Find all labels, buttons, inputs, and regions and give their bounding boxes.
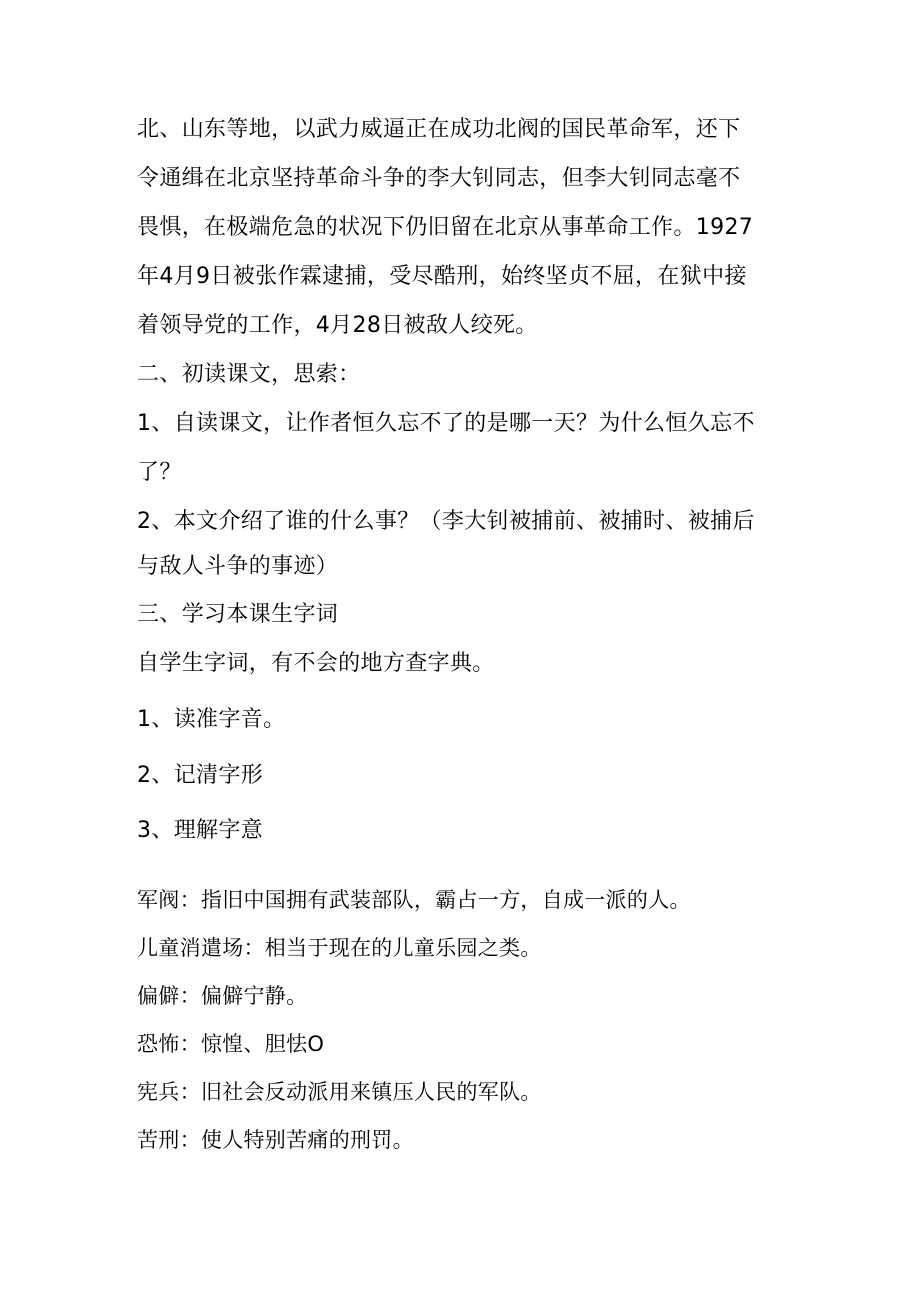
list-item-read-pronunciation: 1、读准字音。 — [137, 707, 286, 732]
glossary-entry-kongbu: 恐怖：惊惶、胆怯O — [137, 1032, 325, 1056]
section2-heading: 二、初读课文，思索： — [137, 362, 361, 387]
paragraph-line-3: 畏惧，在极端危急的状况下仍旧留在北京从事革命工作。1927 — [137, 215, 754, 240]
list-item-understand-meaning: 3、理解字意 — [137, 818, 264, 843]
paragraph-line-1: 北、山东等地，以武力威逼正在成功北阀的国民革命军，还下 — [137, 117, 741, 142]
glossary-entry-junfa: 军阀：指旧中国拥有武装部队，霸占一方，自成一派的人。 — [137, 888, 691, 912]
question-1-line-2: 了？ — [137, 460, 182, 485]
paragraph-line-5: 着领导党的工作，4月28日被敌人绞死。 — [137, 313, 538, 338]
glossary-entry-kuxing: 苦刑：使人特别苦痛的刑罚。 — [137, 1128, 414, 1152]
paragraph-line-4: 年4月9日被张作霖逮捕，受尽酷刑，始终坚贞不屈，在狱中接 — [137, 264, 747, 289]
question-2-line-1: 2、本文介绍了谁的什么事？（李大钊被捕前、被捕时、被捕后 — [137, 509, 755, 534]
paragraph-line-2: 令通缉在北京坚持革命斗争的李大钊同志，但李大钊同志毫不 — [137, 166, 741, 191]
section3-intro: 自学生字词，有不会的地方查字典。 — [137, 651, 495, 676]
list-item-remember-shape: 2、记清字形 — [137, 763, 264, 788]
section3-heading: 三、学习本课生字词 — [137, 602, 339, 627]
question-2-line-2: 与敌人斗争的事迹） — [137, 554, 339, 579]
glossary-entry-ertong: 儿童消遣场：相当于现在的儿童乐园之类。 — [137, 936, 542, 960]
question-1-line-1: 1、自读课文，让作者恒久忘不了的是哪一天？为什么恒久忘不 — [137, 411, 755, 436]
glossary-entry-xianbing: 宪兵：旧社会反动派用来镇压人民的军队。 — [137, 1080, 542, 1104]
glossary-entry-pianpi: 偏僻：偏僻宁静。 — [137, 984, 308, 1008]
